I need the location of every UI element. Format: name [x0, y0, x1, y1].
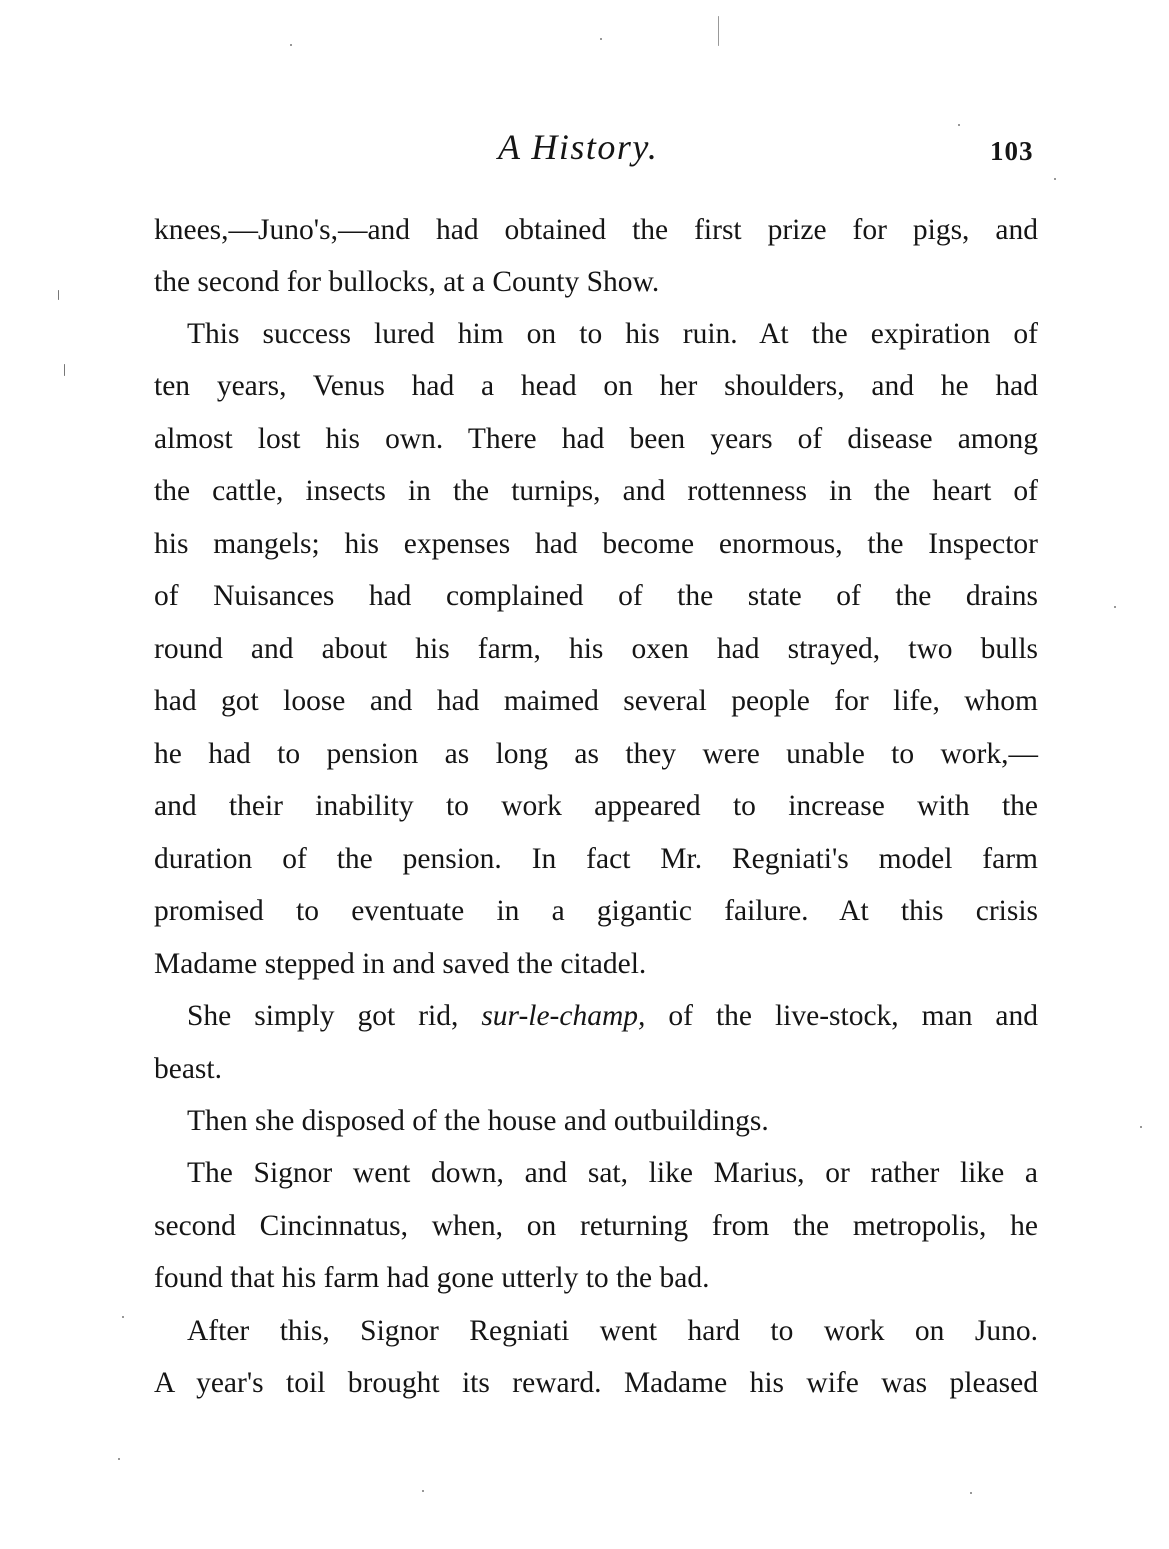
- text-line: found that his farm had gone utterly to the bad.: [154, 1262, 710, 1294]
- scan-speck: [970, 1492, 972, 1494]
- scan-speck: [122, 1316, 124, 1318]
- text-line: [187, 996, 1038, 1036]
- scan-speck: [1114, 606, 1116, 608]
- scan-speck: [1054, 178, 1056, 180]
- text-line: After this, Signor Regniati went hard to work on Juno.: [187, 1315, 1038, 1347]
- text-line: had got loose and had maimed several people for life, whom: [154, 685, 1038, 717]
- scan-speck: [958, 124, 960, 126]
- text-line: the cattle, insects in the turnips, and rottenness in the heart of: [154, 475, 1038, 507]
- text-line: Madame stepped in and saved the citadel.: [154, 948, 647, 980]
- text-line: second Cincinnatus, when, on returning from the metropolis, he: [154, 1210, 1038, 1242]
- running-title: A History.: [498, 127, 659, 167]
- scan-speck: [422, 1490, 424, 1492]
- text-line: ten years, Venus had a head on her shoulders, and he had: [154, 370, 1038, 402]
- text-line: Then she disposed of the house and outbuildings.: [187, 1105, 769, 1137]
- text-line: he had to pension as long as they were unable to work,—: [154, 738, 1038, 770]
- text-line: beast.: [154, 1053, 222, 1085]
- scan-speck: [600, 38, 602, 40]
- italic-phrase: sur-le-champ,: [481, 1000, 646, 1032]
- text-line: A year's toil brought its reward. Madame his wife was pleased: [154, 1367, 1038, 1399]
- text-line: promised to eventuate in a gigantic failure. At this crisis: [154, 895, 1038, 927]
- text-fragment: of the live-stock, man and: [668, 1000, 1039, 1032]
- scan-speck: [718, 16, 719, 46]
- text-line: of Nuisances had complained of the state of the drains: [154, 580, 1038, 612]
- text-line: The Signor went down, and sat, like Marius, or rather like a: [187, 1157, 1038, 1189]
- scan-speck: [118, 1458, 120, 1460]
- text-line: round and about his farm, his oxen had strayed, two bulls: [154, 633, 1038, 665]
- scan-speck: [64, 364, 65, 376]
- text-line: the second for bullocks, at a County Show.: [154, 266, 660, 298]
- scan-speck: [1140, 1126, 1142, 1128]
- scan-speck: [58, 290, 59, 300]
- text-line: This success lured him on to his ruin. At the expiration of: [187, 318, 1038, 350]
- text-line: knees,—Juno's,—and had obtained the first prize for pigs, and: [154, 214, 1038, 246]
- text-line: his mangels; his expenses had become enormous, the Inspector: [154, 528, 1038, 560]
- text-line: duration of the pension. In fact Mr. Regniati's model farm: [154, 843, 1038, 875]
- text-line: almost lost his own. There had been years of disease among: [154, 423, 1038, 455]
- text-line: and their inability to work appeared to increase with the: [154, 790, 1038, 822]
- scan-speck: [290, 44, 292, 46]
- page-number: 103: [990, 136, 1034, 166]
- text-fragment: She simply got rid,: [187, 1000, 459, 1032]
